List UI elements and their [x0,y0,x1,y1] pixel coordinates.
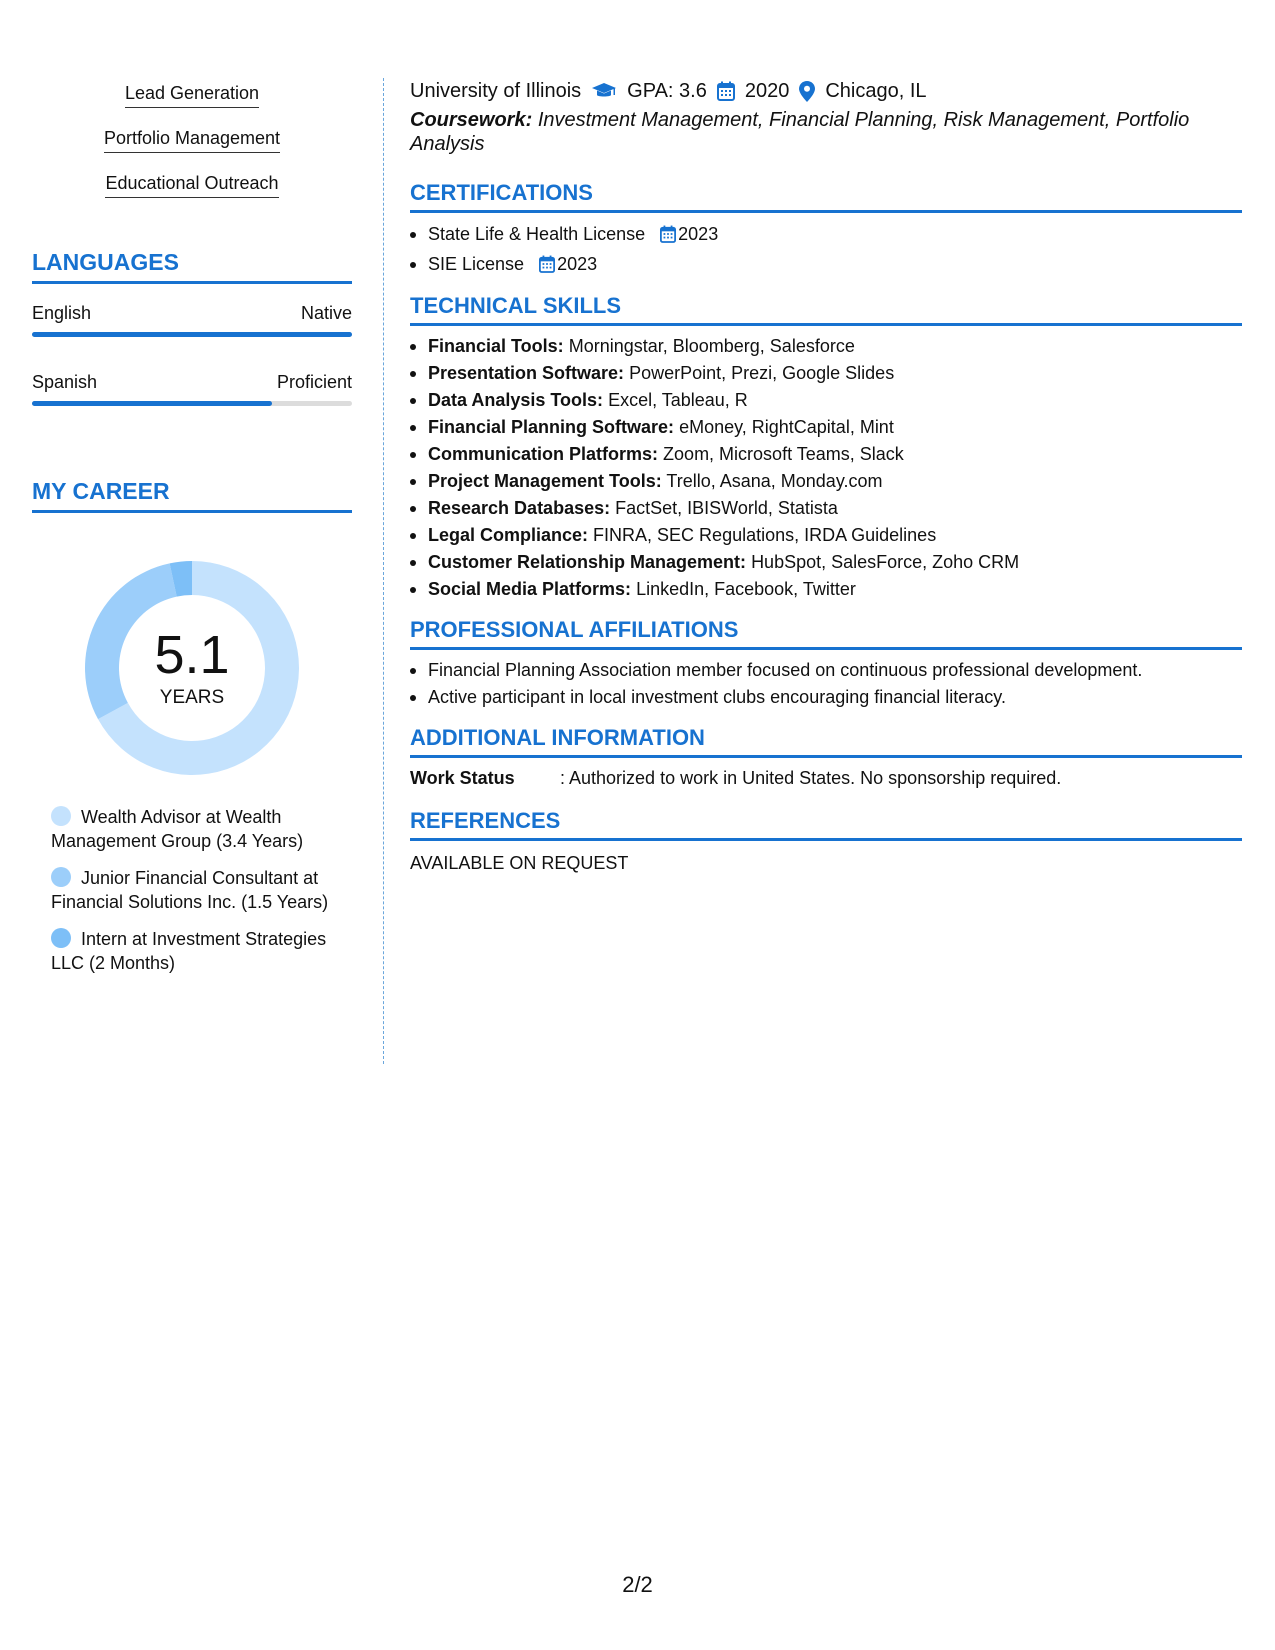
legend-item: Junior Financial Consultant at Financial Solutions Inc. (1.5 Years) [51,868,329,912]
school-name: University of Illinois [410,80,582,102]
skill-tag: Portfolio Management [32,127,352,172]
language-level: Native [300,303,352,323]
language-bar [32,401,352,406]
calendar-icon [539,254,555,281]
language-level: Proficient [276,372,352,392]
languages-title: LANGUAGES [32,249,352,284]
additional-info-title: ADDITIONAL INFORMATION [410,725,1242,758]
skill-tag: Lead Generation [32,82,352,127]
work-status-row [410,766,1242,790]
affiliation-item: Financial Planning Association member focused on continuous professional development. [410,657,1242,684]
certification-item: SIE License 2023 [410,251,1242,281]
career-title: MY CAREER [32,478,352,513]
references-section [410,808,1242,875]
language-name: Spanish [32,372,98,392]
skill-tag: Educational Outreach [32,172,352,217]
skill-item: Legal Compliance: FINRA, SEC Regulations, IRDA Guidelines [410,522,1242,549]
location-pin-icon [799,81,815,102]
location: Chicago, IL [825,80,927,102]
career-donut-wrap [32,553,352,783]
coursework: Coursework: Investment Management, Financial Planning, Risk Management, Portfolio Analysis [410,109,1190,155]
references-text: AVAILABLE ON REQUEST [410,853,629,873]
career-total-value: 5.1 [154,625,230,685]
language-bar-fill [32,401,272,406]
language-name: English [32,303,92,323]
certifications-section [410,180,1242,281]
language-bar-fill [32,332,352,337]
graduation-cap-icon [591,82,617,100]
certification-item: State Life & Health License 2023 [410,221,1242,251]
skill-item: Financial Planning Software: eMoney, RightCapital, Mint [410,414,1242,441]
page-number: 2/2 [622,1572,653,1597]
skill-item: Communication Platforms: Zoom, Microsoft Teams, Slack [410,441,1242,468]
column-divider [383,78,384,1064]
language-bar [32,332,352,337]
graduation-year: 2020 [744,80,790,102]
language-english [32,302,352,337]
skill-item: Financial Tools: Morningstar, Bloomberg, Salesforce [410,333,1242,360]
language-spanish [32,371,352,406]
technical-skills-title: TECHNICAL SKILLS [410,293,1242,326]
calendar-icon [660,224,676,251]
left-column [32,82,352,988]
career-total-unit: YEARS [159,687,225,708]
legend-item: Intern at Investment Strategies LLC (2 Months) [51,929,327,973]
affiliation-item: Active participant in local investment clubs encouraging financial literacy. [410,684,1242,711]
education-line [410,78,1242,104]
legend-dot-icon [51,867,71,887]
skill-item: Presentation Software: PowerPoint, Prezi, Google Slides [410,360,1242,387]
legend-dot-icon [51,806,71,826]
career-section [32,478,352,975]
affiliations-title: PROFESSIONAL AFFILIATIONS [410,617,1242,650]
references-title: REFERENCES [410,808,1242,841]
work-status-value: : Authorized to work in United States. No sponsorship required. [560,768,1062,788]
calendar-icon [717,81,735,101]
skill-item: Project Management Tools: Trello, Asana, Monday.com [410,468,1242,495]
right-column [410,78,1242,875]
affiliations-section [410,617,1242,711]
additional-info-section [410,725,1242,790]
skill-item: Customer Relationship Management: HubSpot, SalesForce, Zoho CRM [410,549,1242,576]
career-legend [32,805,332,975]
career-donut-chart [77,553,307,783]
technical-skills-section [410,293,1242,603]
work-status-label: Work Status [410,768,515,788]
skill-item: Social Media Platforms: LinkedIn, Facebook, Twitter [410,576,1242,603]
gpa: GPA: 3.6 [627,80,707,102]
skill-item: Research Databases: FactSet, IBISWorld, Statista [410,495,1242,522]
education-section [410,78,1242,156]
legend-dot-icon [51,928,71,948]
legend-item: Wealth Advisor at Wealth Management Group (3.4 Years) [51,807,304,851]
languages-section [32,249,352,406]
skill-item: Data Analysis Tools: Excel, Tableau, R [410,387,1242,414]
certifications-title: CERTIFICATIONS [410,180,1242,213]
